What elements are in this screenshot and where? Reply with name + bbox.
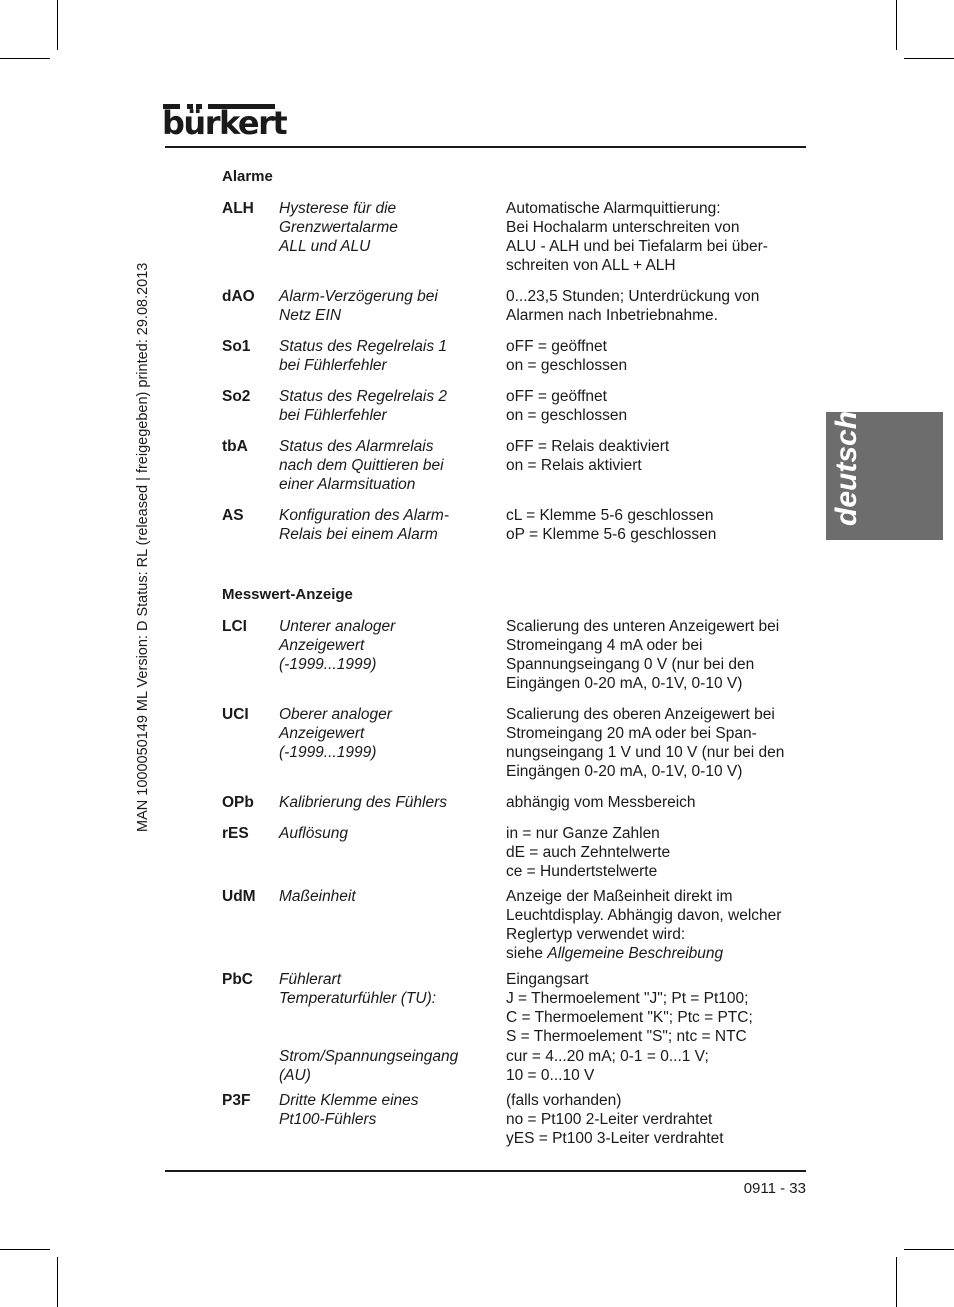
parameter-value: in = nur Ganze Zahlen dE = auch Zehntelwerte ce = Hundertstelwerte xyxy=(506,825,671,880)
parameter-value: oFF = geöffnet on = geschlossen xyxy=(506,388,628,424)
parameter-value: 0...23,5 Stunden; Unterdrückung von Alarmen nach Inbetriebnahme. xyxy=(506,288,760,324)
parameter-code: OPb xyxy=(222,794,254,811)
parameter-value: Scalierung des oberen Anzeigewert bei Stromeingang 20 mA oder bei Span- nungseingang 1 V und 10 V (nur bei den Eingängen 0-20 mA, 0-1V, 0-10 V) xyxy=(506,706,785,780)
parameter-description: Unterer analoger Anzeigewert (-1999...1999) xyxy=(279,618,396,673)
parameter-code: AS xyxy=(222,507,244,524)
parameter-value: Eingangsart J = Thermoelement "J"; Pt = Pt100; C = Thermoelement "K"; Ptc = PTC; S = Thermoelement "S"; ntc = NTC xyxy=(506,971,753,1045)
parameter-description: Dritte Klemme eines Pt100-Fühlers xyxy=(279,1092,419,1128)
footer-rule xyxy=(165,1170,806,1172)
parameter-description: Status des Regelrelais 1 bei Fühlerfehler xyxy=(279,338,448,374)
parameter-value: Scalierung des unteren Anzeigewert bei Stromeingang 4 mA oder bei Spannungseingang 0 V (nur bei den Eingängen 0-20 mA, 0-1V, 0-10 V) xyxy=(506,618,780,692)
parameter-code: rES xyxy=(222,825,249,842)
parameter-description: Konfiguration des Alarm- Relais bei einem Alarm xyxy=(279,507,450,543)
section-heading-alarme: Alarme xyxy=(222,168,273,185)
parameter-value: oFF = geöffnet on = geschlossen xyxy=(506,338,628,374)
parameter-code: UdM xyxy=(222,888,256,905)
parameter-description: Alarm-Verzögerung bei Netz EIN xyxy=(279,288,438,324)
header-rule xyxy=(165,146,806,148)
language-tab xyxy=(826,412,943,540)
crop-mark xyxy=(904,1249,954,1250)
parameter-code: dAO xyxy=(222,288,255,305)
parameter-description: Fühlerart Temperaturfühler (TU): xyxy=(279,971,437,1007)
parameter-code: So2 xyxy=(222,388,251,405)
burkert-logo xyxy=(162,104,287,142)
section-heading-messwert: Messwert-Anzeige xyxy=(222,586,353,603)
parameter-code: P3F xyxy=(222,1092,251,1109)
parameter-value: Automatische Alarmquittierung: Bei Hochalarm unterschreiten von ALU - ALH und bei Tiefalarm bei über- schreiten von ALL + ALH xyxy=(506,200,768,274)
crop-mark xyxy=(0,58,50,59)
parameter-value-secondary: cur = 4...20 mA; 0-1 = 0...1 V; 10 = 0...10 V xyxy=(506,1048,709,1084)
parameter-value: abhängig vom Messbereich xyxy=(506,794,696,811)
logo-text: bürkert xyxy=(162,104,287,142)
page-number: 0911 - 33 xyxy=(743,1180,806,1197)
parameter-code: PbC xyxy=(222,971,253,988)
parameter-code: LCI xyxy=(222,618,247,635)
crop-mark xyxy=(904,58,954,59)
parameter-value xyxy=(506,887,806,963)
document-status-label: MAN 1000050149 ML Version: D Status: RL (released | freigegeben) printed: 29.08.2013 xyxy=(135,262,151,832)
parameter-description: Oberer analoger Anzeigewert (-1999...1999) xyxy=(279,706,392,761)
reference-link-text: Allgemeine Beschreibung xyxy=(547,945,724,962)
crop-mark xyxy=(0,1249,50,1250)
parameter-code: tbA xyxy=(222,438,248,455)
parameter-code: UCI xyxy=(222,706,249,723)
parameter-value-text: Anzeige der Maßeinheit direkt im Leuchtdisplay. Abhängig davon, welcher Reglertyp verwendet wird: xyxy=(506,888,782,943)
crop-mark xyxy=(896,0,897,50)
parameter-value-prefix: siehe xyxy=(506,945,548,962)
crop-mark xyxy=(57,1257,58,1307)
parameter-description-secondary: Strom/Spannungseingang (AU) xyxy=(279,1048,459,1084)
parameter-code: So1 xyxy=(222,338,251,355)
parameter-description: Status des Regelrelais 2 bei Fühlerfehler xyxy=(279,388,448,424)
parameter-code: ALH xyxy=(222,200,254,217)
parameter-description: Status des Alarmrelais nach dem Quittieren bei einer Alarmsituation xyxy=(279,438,444,493)
parameter-description: Hysterese für die Grenzwertalarme ALL und ALU xyxy=(279,200,398,255)
parameter-description: Auflösung xyxy=(279,825,348,842)
parameter-description: Maßeinheit xyxy=(279,888,356,905)
parameter-value: oFF = Relais deaktiviert on = Relais aktiviert xyxy=(506,438,670,474)
parameter-value: (falls vorhanden) no = Pt100 2-Leiter verdrahtet yES = Pt100 3-Leiter verdrahtet xyxy=(506,1092,724,1147)
crop-mark xyxy=(57,0,58,50)
parameter-value: cL = Klemme 5-6 geschlossen oP = Klemme 5-6 geschlossen xyxy=(506,507,717,543)
parameter-description: Kalibrierung des Fühlers xyxy=(279,794,448,811)
crop-mark xyxy=(896,1257,897,1307)
language-tab-label: deutsch xyxy=(830,410,863,526)
